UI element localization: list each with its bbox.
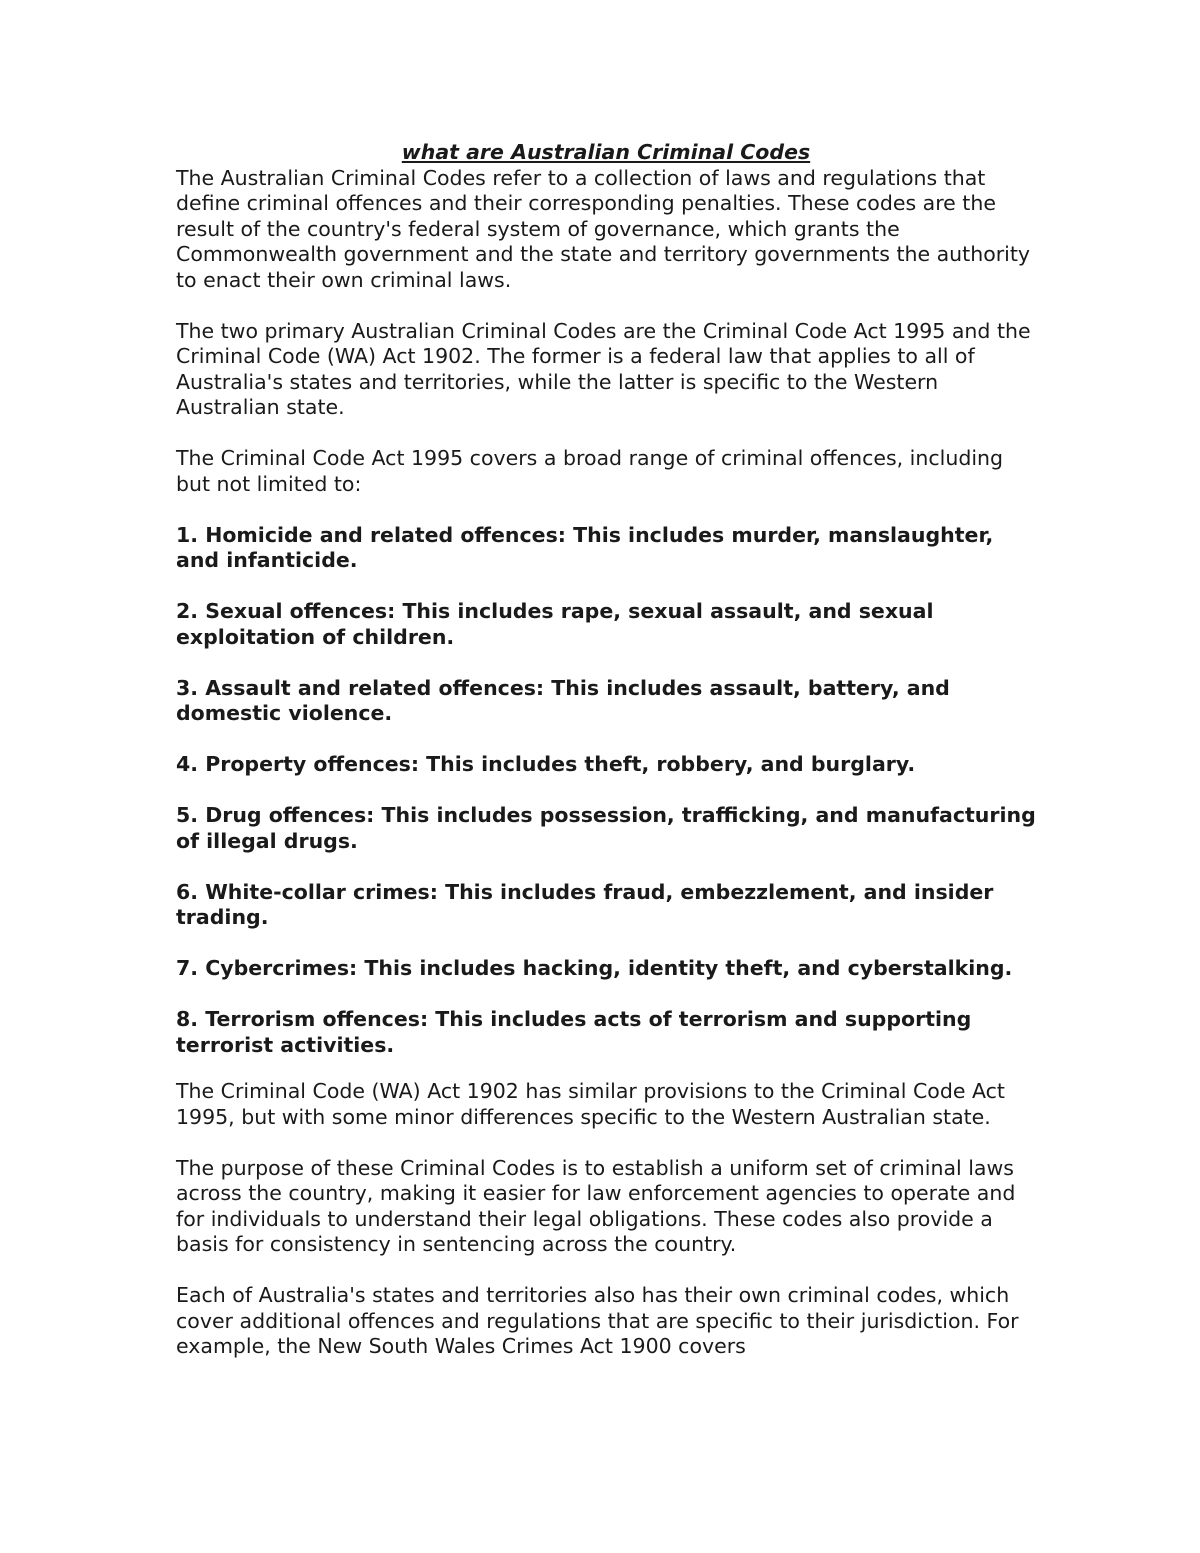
list-item: 7. Cybercrimes: This includes hacking, identity theft, and cyberstalking. <box>176 956 1013 980</box>
list-item: 4. Property offences: This includes theft, robbery, and burglary. <box>176 752 916 776</box>
coverage-paragraph: The Criminal Code Act 1995 covers a broad range of criminal offences, including but not limited to: <box>176 446 1004 496</box>
list-item: 2. Sexual offences: This includes rape, sexual assault, and sexual exploitation of children. <box>176 599 934 649</box>
document-body <box>176 140 1036 1385</box>
document-title: what are Australian Criminal Codes <box>401 140 811 164</box>
purpose-paragraph: The purpose of these Criminal Codes is to establish a uniform set of criminal laws across the country, making it easier for law enforcement agencies to operate and for individuals to understand their legal obligations. These codes also provide a basis for consistency in sentencing across the country. <box>176 1155 1016 1256</box>
intro-paragraph: The Australian Criminal Codes refer to a collection of laws and regulations that define criminal offences and their corresponding penalties. These codes are the result of the country's federal system of governance, which grants the Commonwealth government and the state and territory governments the authority to enact their own criminal laws. <box>176 165 1031 292</box>
list-item: 3. Assault and related offences: This includes assault, battery, and domestic violence. <box>176 675 950 725</box>
codes-paragraph: The two primary Australian Criminal Codes are the Criminal Code Act 1995 and the Criminal Code (WA) Act 1902. The former is a federal law that applies to all of Australia's states and territories, while the latter is specific to the Western Australian state. <box>176 318 1031 419</box>
list-item: 8. Terrorism offences: This includes acts of terrorism and supporting terrorist activities. <box>176 1007 972 1057</box>
wa-act-paragraph: The Criminal Code (WA) Act 1902 has similar provisions to the Criminal Code Act 1995, but with some minor differences specific to the Western Australian state. <box>176 1079 1005 1129</box>
states-paragraph: Each of Australia's states and territories also has their own criminal codes, which cover additional offences and regulations that are specific to their jurisdiction. For example, the New South Wales Crimes Act 1900 covers <box>176 1283 1019 1358</box>
list-item: 6. White-collar crimes: This includes fraud, embezzlement, and insider trading. <box>176 879 994 929</box>
list-item: 5. Drug offences: This includes possession, trafficking, and manufacturing of illegal drugs. <box>176 803 1036 853</box>
list-item: 1. Homicide and related offences: This includes murder, manslaughter, and infanticide. <box>176 522 994 572</box>
